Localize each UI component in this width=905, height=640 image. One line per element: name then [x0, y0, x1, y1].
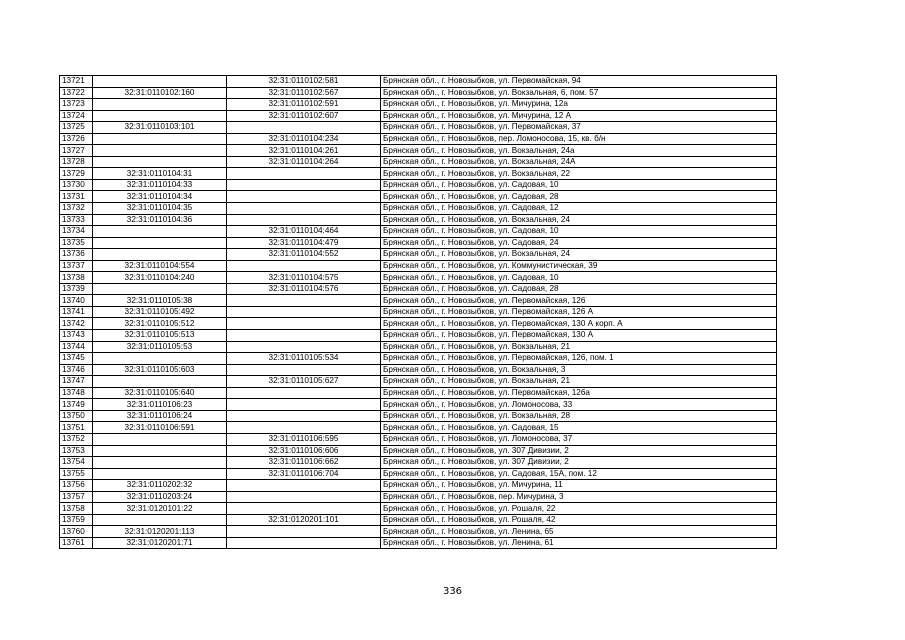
- cadastral-number-cell: 32:31:0110106:23: [93, 399, 227, 411]
- object-cadastral-number-cell: [227, 422, 381, 434]
- address-cell: Брянская обл., г. Новозыбков, ул. 307 Дивизии, 2: [381, 457, 777, 469]
- object-cadastral-number-cell: 32:31:0110106:704: [227, 468, 381, 480]
- address-cell: Брянская обл., г. Новозыбков, ул. Садовая, 15: [381, 422, 777, 434]
- table-row: [60, 122, 777, 134]
- address-cell: Брянская обл., г. Новозыбков, ул. Первомайская, 130 А: [381, 330, 777, 342]
- cadastral-number-cell: [93, 249, 227, 261]
- cadastral-number-cell: 32:31:0120201:71: [93, 537, 227, 549]
- address-cell: Брянская обл., г. Новозыбков, ул. Вокзальная, 28: [381, 410, 777, 422]
- row-number-cell: 13721: [60, 76, 93, 88]
- address-cell: Брянская обл., г. Новозыбков, ул. Садовая, 12: [381, 203, 777, 215]
- address-cell: Брянская обл., г. Новозыбков, ул. Рошаля, 22: [381, 503, 777, 515]
- row-number-cell: 13757: [60, 491, 93, 503]
- object-cadastral-number-cell: [227, 179, 381, 191]
- object-cadastral-number-cell: [227, 491, 381, 503]
- cadastral-number-cell: 32:31:0110106:24: [93, 410, 227, 422]
- table-row: [60, 318, 777, 330]
- row-number-cell: 13751: [60, 422, 93, 434]
- cadastral-number-cell: 32:31:0120101:22: [93, 503, 227, 515]
- row-number-cell: 13743: [60, 330, 93, 342]
- address-cell: Брянская обл., г. Новозыбков, ул. Вокзальная, 24А: [381, 156, 777, 168]
- object-cadastral-number-cell: [227, 399, 381, 411]
- address-cell: Брянская обл., г. Новозыбков, ул. Первомайская, 37: [381, 122, 777, 134]
- row-number-cell: 13761: [60, 537, 93, 549]
- cadastral-number-cell: [93, 457, 227, 469]
- cadastral-number-cell: [93, 110, 227, 122]
- cadastral-number-cell: 32:31:0110105:38: [93, 295, 227, 307]
- object-cadastral-number-cell: [227, 387, 381, 399]
- table-row: [60, 468, 777, 480]
- address-cell: Брянская обл., г. Новозыбков, ул. Первомайская, 126, пом. 1: [381, 353, 777, 365]
- address-cell: Брянская обл., г. Новозыбков, ул. Вокзальная, 24: [381, 249, 777, 261]
- table-row: [60, 145, 777, 157]
- cadastral-number-cell: 32:31:0110105:53: [93, 341, 227, 353]
- cadastral-number-cell: [93, 99, 227, 111]
- cadastral-number-cell: 32:31:0110104:240: [93, 272, 227, 284]
- row-number-cell: 13746: [60, 364, 93, 376]
- table-row: [60, 191, 777, 203]
- object-cadastral-number-cell: 32:31:0110106:606: [227, 445, 381, 457]
- table-row: [60, 457, 777, 469]
- address-cell: Брянская обл., г. Новозыбков, ул. Вокзальная, 24а: [381, 145, 777, 157]
- row-number-cell: 13758: [60, 503, 93, 515]
- cadastral-number-cell: 32:31:0120201:113: [93, 526, 227, 538]
- object-cadastral-number-cell: [227, 341, 381, 353]
- cadastral-number-cell: [93, 353, 227, 365]
- object-cadastral-number-cell: [227, 295, 381, 307]
- table-row: [60, 376, 777, 388]
- cadastral-number-cell: 32:31:0110104:31: [93, 168, 227, 180]
- row-number-cell: 13760: [60, 526, 93, 538]
- object-cadastral-number-cell: [227, 364, 381, 376]
- row-number-cell: 13755: [60, 468, 93, 480]
- cadastral-number-cell: [93, 156, 227, 168]
- object-cadastral-number-cell: [227, 122, 381, 134]
- table-row: [60, 260, 777, 272]
- row-number-cell: 13749: [60, 399, 93, 411]
- table-row: [60, 283, 777, 295]
- address-cell: Брянская обл., г. Новозыбков, ул. 307 Дивизии, 2: [381, 445, 777, 457]
- page-number: 336: [442, 586, 463, 597]
- cadastral-number-cell: [93, 237, 227, 249]
- object-cadastral-number-cell: 32:31:0110105:627: [227, 376, 381, 388]
- address-cell: Брянская обл., г. Новозыбков, ул. Ломоносова, 37: [381, 433, 777, 445]
- object-cadastral-number-cell: [227, 318, 381, 330]
- address-cell: Брянская обл., г. Новозыбков, ул. Ломоносова, 33: [381, 399, 777, 411]
- row-number-cell: 13744: [60, 341, 93, 353]
- address-cell: Брянская обл., г. Новозыбков, ул. Ленина, 61: [381, 537, 777, 549]
- row-number-cell: 13741: [60, 306, 93, 318]
- address-cell: Брянская обл., г. Новозыбков, ул. Рошаля, 42: [381, 514, 777, 526]
- address-cell: Брянская обл., г. Новозыбков, ул. Ленина, 65: [381, 526, 777, 538]
- row-number-cell: 13722: [60, 87, 93, 99]
- row-number-cell: 13734: [60, 226, 93, 238]
- row-number-cell: 13752: [60, 433, 93, 445]
- row-number-cell: 13747: [60, 376, 93, 388]
- table-row: [60, 306, 777, 318]
- address-cell: Брянская обл., г. Новозыбков, ул. Садовая, 28: [381, 191, 777, 203]
- address-cell: Брянская обл., г. Новозыбков, ул. Вокзальная, 3: [381, 364, 777, 376]
- row-number-cell: 13733: [60, 214, 93, 226]
- row-number-cell: 13730: [60, 179, 93, 191]
- row-number-cell: 13732: [60, 203, 93, 215]
- table-row: [60, 110, 777, 122]
- row-number-cell: 13742: [60, 318, 93, 330]
- object-cadastral-number-cell: 32:31:0110104:479: [227, 237, 381, 249]
- cadastral-number-cell: [93, 376, 227, 388]
- object-cadastral-number-cell: 32:31:0110102:607: [227, 110, 381, 122]
- row-number-cell: 13726: [60, 133, 93, 145]
- row-number-cell: 13727: [60, 145, 93, 157]
- row-number-cell: 13724: [60, 110, 93, 122]
- address-cell: Брянская обл., г. Новозыбков, ул. Вокзальная, 22: [381, 168, 777, 180]
- address-cell: Брянская обл., г. Новозыбков, ул. Садовая, 15А, пом. 12: [381, 468, 777, 480]
- address-cell: Брянская обл., г. Новозыбков, ул. Вокзальная, 21: [381, 376, 777, 388]
- table-row: [60, 76, 777, 88]
- property-table: [59, 75, 777, 549]
- object-cadastral-number-cell: 32:31:0110102:567: [227, 87, 381, 99]
- row-number-cell: 13745: [60, 353, 93, 365]
- row-number-cell: 13735: [60, 237, 93, 249]
- cadastral-number-cell: 32:31:0110102:160: [93, 87, 227, 99]
- row-number-cell: 13748: [60, 387, 93, 399]
- table-row: [60, 237, 777, 249]
- cadastral-number-cell: [93, 514, 227, 526]
- row-number-cell: 13736: [60, 249, 93, 261]
- address-cell: Брянская обл., г. Новозыбков, пер. Ломоносова, 15, кв. б/н: [381, 133, 777, 145]
- cadastral-number-cell: 32:31:0110104:34: [93, 191, 227, 203]
- object-cadastral-number-cell: 32:31:0110104:552: [227, 249, 381, 261]
- cadastral-number-cell: 32:31:0110104:33: [93, 179, 227, 191]
- cadastral-number-cell: 32:31:0110105:603: [93, 364, 227, 376]
- table-row: [60, 179, 777, 191]
- table-row: [60, 133, 777, 145]
- cadastral-number-cell: [93, 445, 227, 457]
- address-cell: Брянская обл., г. Новозыбков, ул. Мичурина, 12 А: [381, 110, 777, 122]
- object-cadastral-number-cell: 32:31:0110104:464: [227, 226, 381, 238]
- address-cell: Брянская обл., г. Новозыбков, ул. Садовая, 10: [381, 272, 777, 284]
- object-cadastral-number-cell: 32:31:0110106:595: [227, 433, 381, 445]
- table-row: [60, 214, 777, 226]
- address-cell: Брянская обл., г. Новозыбков, ул. Первомайская, 130 А корп. А: [381, 318, 777, 330]
- address-cell: Брянская обл., г. Новозыбков, ул. Первомайская, 94: [381, 76, 777, 88]
- table-row: [60, 99, 777, 111]
- address-cell: Брянская обл., г. Новозыбков, ул. Садовая, 28: [381, 283, 777, 295]
- cadastral-number-cell: 32:31:0110105:513: [93, 330, 227, 342]
- table-row: [60, 87, 777, 99]
- cadastral-number-cell: 32:31:0110104:554: [93, 260, 227, 272]
- address-cell: Брянская обл., г. Новозыбков, ул. Садовая, 24: [381, 237, 777, 249]
- object-cadastral-number-cell: 32:31:0110104:576: [227, 283, 381, 295]
- address-cell: Брянская обл., г. Новозыбков, ул. Мичурина, 12а: [381, 99, 777, 111]
- object-cadastral-number-cell: [227, 480, 381, 492]
- table-body: [60, 76, 777, 549]
- object-cadastral-number-cell: [227, 410, 381, 422]
- row-number-cell: 13756: [60, 480, 93, 492]
- object-cadastral-number-cell: 32:31:0110105:534: [227, 353, 381, 365]
- table-row: [60, 537, 777, 549]
- cadastral-number-cell: 32:31:0110202:32: [93, 480, 227, 492]
- table-row: [60, 480, 777, 492]
- row-number-cell: 13750: [60, 410, 93, 422]
- cadastral-number-cell: 32:31:0110104:35: [93, 203, 227, 215]
- address-cell: Брянская обл., г. Новозыбков, ул. Первомайская, 126а: [381, 387, 777, 399]
- address-cell: Брянская обл., г. Новозыбков, ул. Мичурина, 11: [381, 480, 777, 492]
- table-row: [60, 399, 777, 411]
- table-row: [60, 341, 777, 353]
- table-row: [60, 168, 777, 180]
- object-cadastral-number-cell: 32:31:0120201:101: [227, 514, 381, 526]
- cadastral-number-cell: 32:31:0110203:24: [93, 491, 227, 503]
- row-number-cell: 13753: [60, 445, 93, 457]
- object-cadastral-number-cell: [227, 537, 381, 549]
- object-cadastral-number-cell: 32:31:0110104:234: [227, 133, 381, 145]
- row-number-cell: 13725: [60, 122, 93, 134]
- cadastral-number-cell: [93, 283, 227, 295]
- cadastral-number-cell: 32:31:0110103:101: [93, 122, 227, 134]
- row-number-cell: 13731: [60, 191, 93, 203]
- address-cell: Брянская обл., г. Новозыбков, ул. Вокзальная, 21: [381, 341, 777, 353]
- cadastral-number-cell: 32:31:0110105:512: [93, 318, 227, 330]
- table-row: [60, 514, 777, 526]
- cadastral-number-cell: [93, 433, 227, 445]
- table-row: [60, 272, 777, 284]
- object-cadastral-number-cell: 32:31:0110106:662: [227, 457, 381, 469]
- table-row: [60, 364, 777, 376]
- address-cell: Брянская обл., г. Новозыбков, ул. Первомайская, 126: [381, 295, 777, 307]
- table-row: [60, 503, 777, 515]
- table-row: [60, 410, 777, 422]
- table-row: [60, 156, 777, 168]
- table-row: [60, 387, 777, 399]
- row-number-cell: 13729: [60, 168, 93, 180]
- cadastral-number-cell: 32:31:0110104:36: [93, 214, 227, 226]
- cadastral-number-cell: [93, 468, 227, 480]
- table-row: [60, 203, 777, 215]
- table-row: [60, 445, 777, 457]
- object-cadastral-number-cell: [227, 191, 381, 203]
- table-row: [60, 249, 777, 261]
- row-number-cell: 13740: [60, 295, 93, 307]
- address-cell: Брянская обл., г. Новозыбков, ул. Коммунистическая, 39: [381, 260, 777, 272]
- object-cadastral-number-cell: [227, 526, 381, 538]
- object-cadastral-number-cell: [227, 214, 381, 226]
- row-number-cell: 13754: [60, 457, 93, 469]
- row-number-cell: 13759: [60, 514, 93, 526]
- address-cell: Брянская обл., г. Новозыбков, ул. Вокзальная, 6, пом. 57: [381, 87, 777, 99]
- row-number-cell: 13737: [60, 260, 93, 272]
- cadastral-number-cell: [93, 133, 227, 145]
- cadastral-number-cell: [93, 145, 227, 157]
- cadastral-number-cell: [93, 76, 227, 88]
- cadastral-number-cell: 32:31:0110105:640: [93, 387, 227, 399]
- row-number-cell: 13739: [60, 283, 93, 295]
- object-cadastral-number-cell: [227, 306, 381, 318]
- object-cadastral-number-cell: [227, 330, 381, 342]
- row-number-cell: 13723: [60, 99, 93, 111]
- address-cell: Брянская обл., г. Новозыбков, пер. Мичурина, 3: [381, 491, 777, 503]
- object-cadastral-number-cell: [227, 503, 381, 515]
- row-number-cell: 13738: [60, 272, 93, 284]
- cadastral-number-cell: [93, 226, 227, 238]
- address-cell: Брянская обл., г. Новозыбков, ул. Садовая, 10: [381, 179, 777, 191]
- object-cadastral-number-cell: 32:31:0110102:581: [227, 76, 381, 88]
- object-cadastral-number-cell: [227, 260, 381, 272]
- object-cadastral-number-cell: 32:31:0110102:591: [227, 99, 381, 111]
- cadastral-number-cell: 32:31:0110106:591: [93, 422, 227, 434]
- table-row: [60, 353, 777, 365]
- object-cadastral-number-cell: 32:31:0110104:264: [227, 156, 381, 168]
- address-cell: Брянская обл., г. Новозыбков, ул. Первомайская, 126 А: [381, 306, 777, 318]
- table-row: [60, 295, 777, 307]
- address-cell: Брянская обл., г. Новозыбков, ул. Садовая, 10: [381, 226, 777, 238]
- table-row: [60, 491, 777, 503]
- row-number-cell: 13728: [60, 156, 93, 168]
- table-row: [60, 422, 777, 434]
- table-row: [60, 526, 777, 538]
- table-row: [60, 433, 777, 445]
- object-cadastral-number-cell: 32:31:0110104:261: [227, 145, 381, 157]
- address-cell: Брянская обл., г. Новозыбков, ул. Вокзальная, 24: [381, 214, 777, 226]
- cadastral-number-cell: 32:31:0110105:492: [93, 306, 227, 318]
- table-row: [60, 330, 777, 342]
- object-cadastral-number-cell: 32:31:0110104:575: [227, 272, 381, 284]
- object-cadastral-number-cell: [227, 203, 381, 215]
- table-row: [60, 226, 777, 238]
- object-cadastral-number-cell: [227, 168, 381, 180]
